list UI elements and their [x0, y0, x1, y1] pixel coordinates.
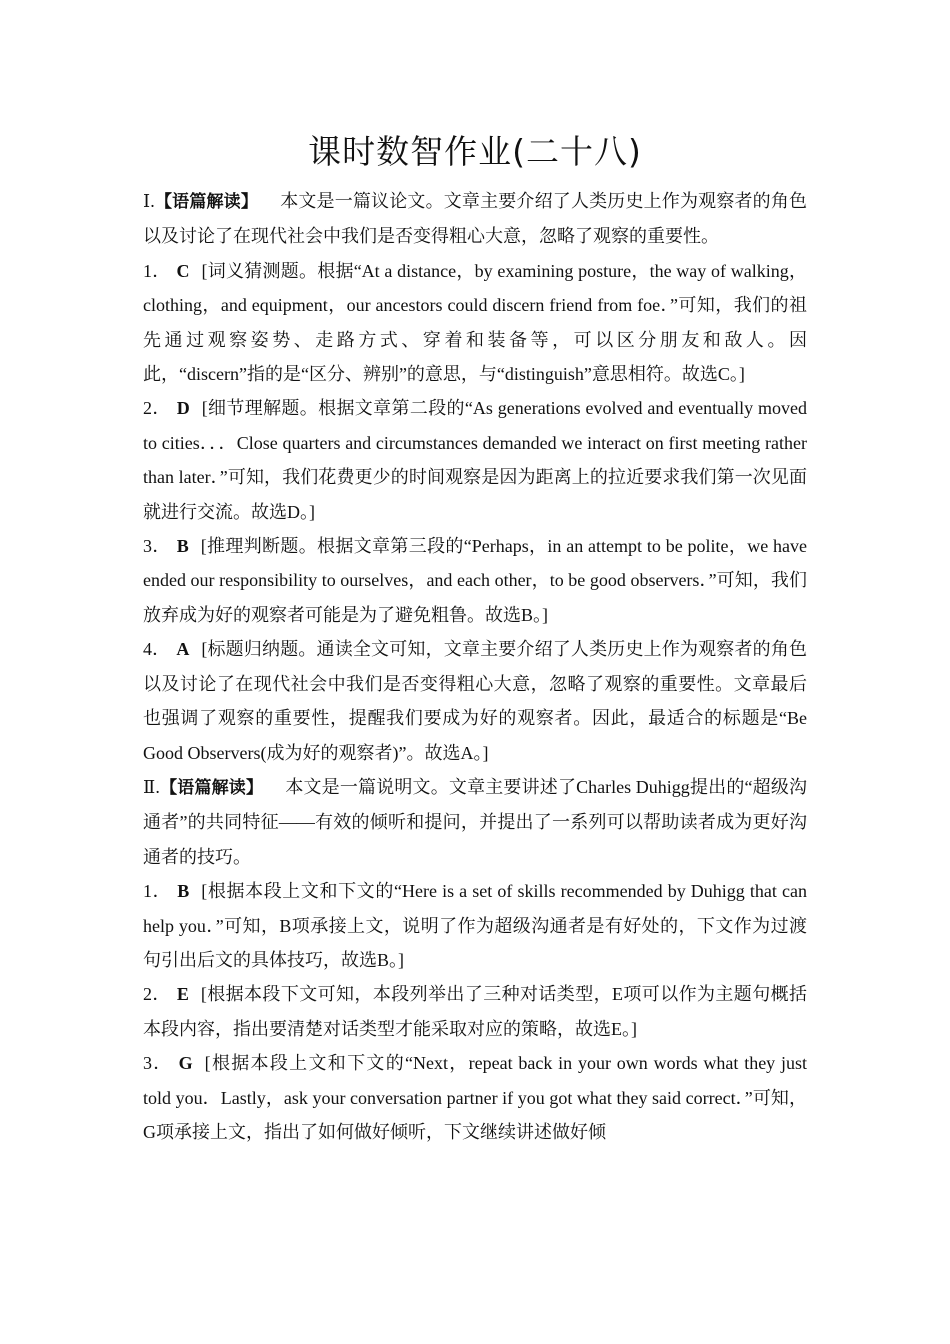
item-number: 1． [143, 881, 172, 902]
item-answer: B [177, 881, 190, 902]
answer-item [143, 1046, 807, 1149]
item-explanation: [根据本段上文和下文的“Here is a set of skills recommended by Duhigg that can help you．”可知，B项承接上文，说明了作为超级沟通者是有好处的，下文作为过渡句引出后文的具体技巧，故选B。] [143, 881, 808, 970]
answer-item [143, 874, 807, 977]
section-intro-text: 本文是一篇说明文。文章主要讲述了Charles Duhigg提出的“超级沟通者”的共同特征——有效的倾听和提问，并提出了一系列可以帮助读者成为更好沟通者的技巧。 [143, 776, 808, 867]
item-answer: B [176, 536, 189, 557]
section-label: 【语篇解读】 [159, 777, 264, 798]
page-title: 课时数智作业(二十八) [308, 132, 642, 171]
item-explanation: [根据本段上文和下文的“Next，repeat back in your own words what they just told you．Lastly，ask your conversation partner if you got what they said correct．”可知，G项承接上文，指出了如何做好倾听，下文继续讲述做好倾 [143, 1053, 807, 1142]
section-1-intro [143, 184, 807, 254]
section-label: 【语篇解读】 [154, 192, 259, 212]
answer-item [143, 391, 807, 529]
item-answer: G [178, 1053, 193, 1074]
item-number: 2． [143, 984, 171, 1005]
item-answer: C [176, 260, 190, 281]
item-number: 1． [143, 260, 171, 281]
answer-item [143, 529, 807, 632]
item-answer: A [176, 639, 190, 660]
item-explanation: [推理判断题。根据文章第三段的“Perhaps，in an attempt to be polite，we have ended our responsibility to ourselves，and each other，to be good observers．”可知，我们放弃成为好的观察者可能是为了避免粗鲁。故选B。] [143, 536, 808, 625]
item-number: 2． [143, 398, 171, 419]
document-body [143, 184, 807, 1149]
section-marker: Ⅱ. [143, 776, 160, 797]
answer-item [143, 977, 807, 1046]
item-number: 3． [143, 536, 171, 557]
answer-item [143, 632, 807, 770]
section-intro-text: 本文是一篇议论文。文章主要介绍了人类历史上作为观察者的角色以及讨论了在现代社会中我们是否变得粗心大意，忽略了观察的重要性。 [143, 191, 808, 247]
item-explanation: [词义猜测题。根据“At a distance，by examining posture，the way of walking，clothing，and equipment，our ancestors could discern friend from foe．”可知，我们的祖先通过观察姿势、走路方式、穿着和装备等，可以区分朋友和敌人。因此，“discern”指的是“区分、辨别”的意思，与“distinguish”意思相符。故选C。] [143, 260, 808, 385]
answer-item [143, 254, 807, 392]
item-number: 4． [143, 639, 171, 660]
item-number: 3． [143, 1053, 173, 1074]
item-explanation: [标题归纳题。通读全文可知，文章主要介绍了人类历史上作为观察者的角色以及讨论了在现代社会中我们是否变得粗心大意，忽略了观察的重要性。文章最后也强调了观察的重要性，提醒我们要成为好的观察者。因此，最适合的标题是“Be Good Observers(成为好的观察者)”。故选A。] [143, 639, 807, 763]
item-answer: D [176, 398, 190, 419]
item-explanation: [根据本段下文可知，本段列举出了三种对话类型，E项可以作为主题句概括本段内容，指出要清楚对话类型才能采取对应的策略，故选E。] [143, 984, 807, 1039]
section-2-intro [143, 770, 807, 874]
item-answer: E [176, 984, 189, 1005]
section-marker: Ⅰ. [143, 191, 155, 211]
item-explanation: [细节理解题。根据文章第二段的“As generations evolved and eventually moved to cities．．．Close quarters and circumstances demanded we interact on first meeting rather than later．”可知，我们花费更少的时间观察是因为距离上的拉近要求我们第一次见面就进行交流。故选D。] [143, 398, 808, 522]
